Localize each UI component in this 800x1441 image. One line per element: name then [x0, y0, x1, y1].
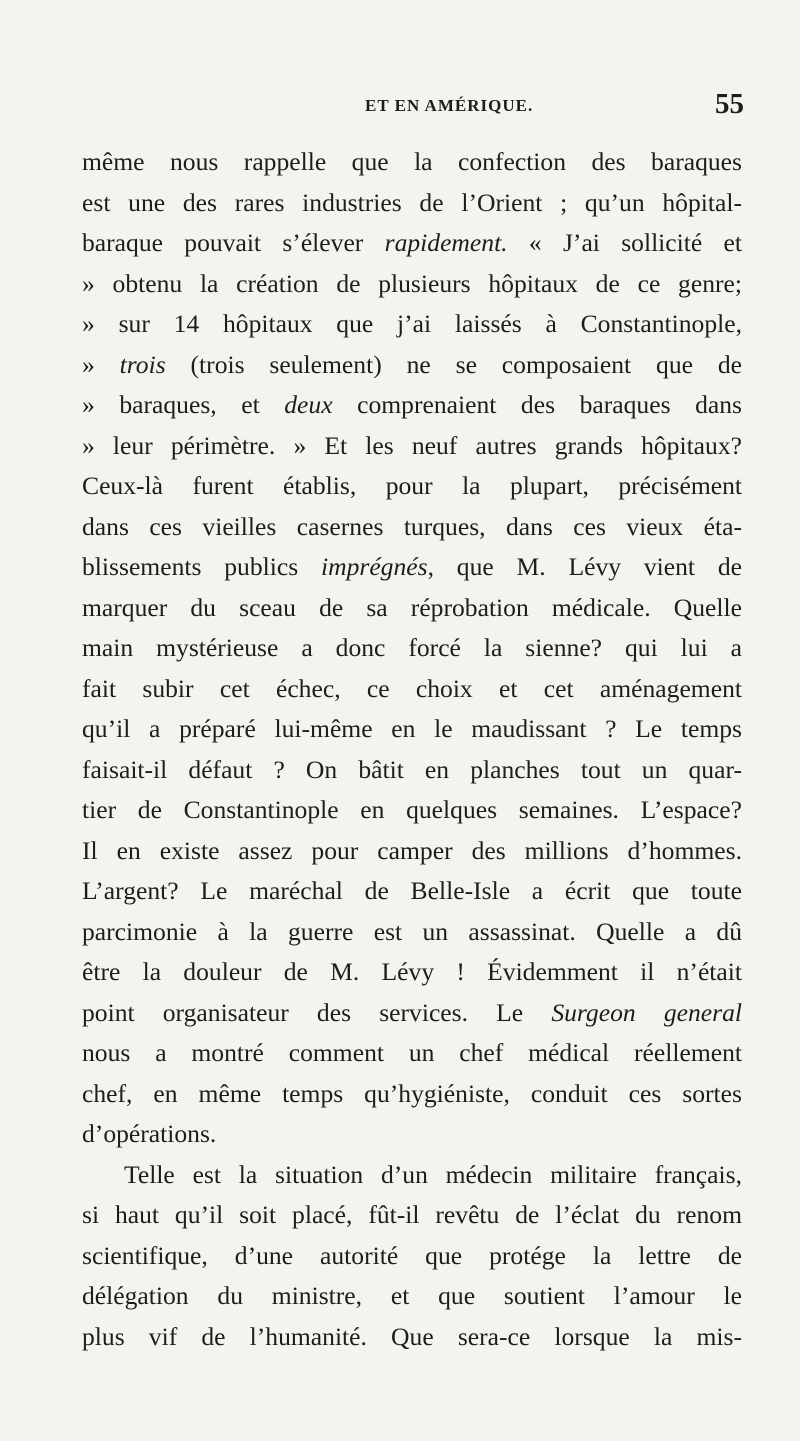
body-text — [82, 142, 742, 1357]
text-line: marquer du sceau de sa réprobation médicale. Quelle — [82, 592, 742, 622]
text-line: délégation du ministre, et que soutient l’amour le — [82, 1281, 742, 1310]
text-line: L’argent? Le maréchal de Belle-Isle a écrit que toute — [82, 876, 742, 905]
text-line: si haut qu’il soit placé, fût-il revêtu de l’éclat du renom — [82, 1200, 742, 1229]
italic-word: rapidement. — [384, 228, 508, 257]
text-line: être la douleur de M. Lévy ! Évidemment il n’était — [82, 957, 742, 986]
text-line: tier de Constantinople en quelques semaines. L’espace? — [82, 795, 742, 824]
text-line: est une des rares industries de l’Orient ; qu’un hôpital- — [82, 187, 742, 217]
text-line: nous a montré comment un chef médical réellement — [82, 1038, 742, 1067]
text-line: point organisateur des services. Le Surgeon general — [82, 997, 742, 1027]
text-line: faisait-il défaut ? On bâtit en planches tout un quar- — [82, 754, 742, 784]
page-header — [82, 88, 744, 132]
text-line: » leur périmètre. » Et les neuf autres grands hôpitaux? — [82, 430, 742, 460]
italic-word: trois — [119, 349, 166, 379]
text-line: dans ces vieilles casernes turques, dans ces vieux éta- — [82, 511, 742, 541]
text-line: qu’il a préparé lui-même en le maudissant ? Le temps — [82, 714, 742, 743]
text-line: » obtenu la création de plusieurs hôpitaux de ce genre; — [82, 268, 742, 298]
text-line: d’opérations. — [82, 1119, 217, 1148]
text-line: Ceux-là furent établis, pour la plupart, précisément — [82, 471, 742, 500]
text-line: blissements publics imprégnés, que M. Lévy vient de — [82, 552, 742, 581]
running-head: ET EN AMÉRIQUE. — [365, 96, 534, 115]
text-line: » sur 14 hôpitaux que j’ai laissés à Constantinople, — [82, 309, 742, 338]
text-line: main mystérieuse a donc forcé la sienne? qui lui a — [82, 633, 742, 662]
text-line: » trois (trois seulement) ne se composaient que de — [82, 349, 742, 379]
page-number: 55 — [715, 88, 744, 120]
text-line: Telle est la situation d’un médecin militaire français, — [124, 1159, 742, 1189]
text-line: scientifique, d’une autorité que protége la lettre de — [82, 1240, 742, 1270]
text-line: plus vif de l’humanité. Que sera-ce lorsque la mis- — [82, 1321, 742, 1351]
text-line: même nous rappelle que la confection des baraques — [82, 147, 742, 176]
italic-word: deux — [284, 390, 333, 419]
italic-word: Surgeon general — [551, 997, 742, 1027]
text-line: fait subir cet échec, ce choix et cet aménagement — [82, 673, 742, 703]
text-line: parcimonie à la guerre est un assassinat. Quelle a dû — [82, 916, 742, 946]
text-line: chef, en même temps qu’hygiéniste, conduit ces sortes — [82, 1078, 742, 1108]
text-line: » baraques, et deux comprenaient des baraques dans — [82, 390, 742, 419]
text-line: baraque pouvait s’élever rapidement. « J’ai sollicité et — [82, 228, 742, 257]
italic-word: imprégnés — [320, 552, 428, 581]
text-line: Il en existe assez pour camper des millions d’hommes. — [82, 835, 742, 865]
